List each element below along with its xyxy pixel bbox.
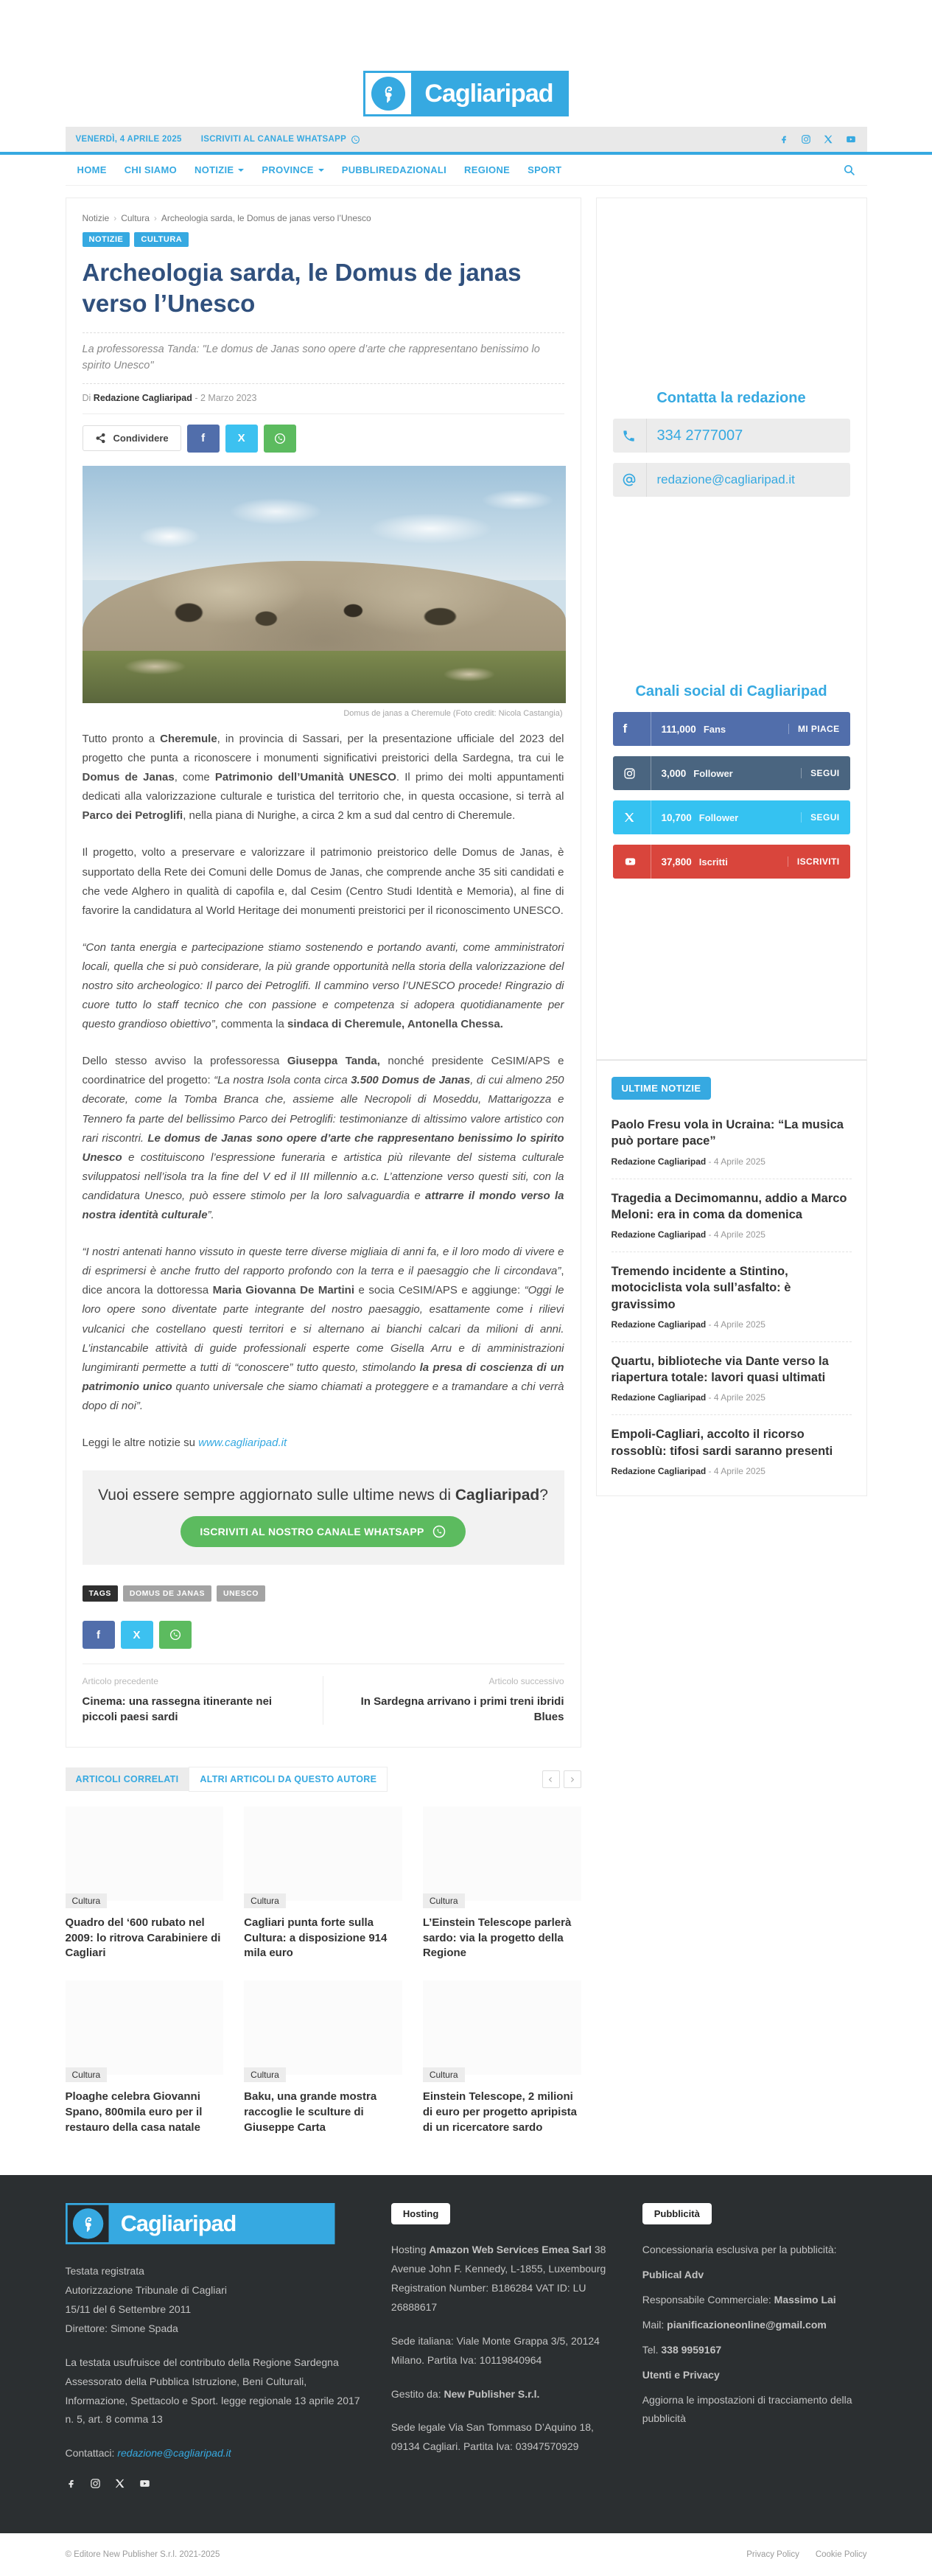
- share-x-button[interactable]: X: [121, 1621, 153, 1649]
- article-card: [66, 198, 581, 1748]
- footer-socials: [66, 2478, 365, 2489]
- chevron-down-icon: [238, 169, 244, 172]
- current-date: VENERDÌ, 4 APRILE 2025: [75, 135, 182, 144]
- facebook-icon: f: [623, 722, 628, 736]
- share-facebook-button[interactable]: f: [187, 425, 220, 453]
- follower-label: Fans: [703, 723, 726, 735]
- tags-row: [83, 1582, 564, 1613]
- x-twitter-icon[interactable]: [114, 2478, 125, 2489]
- phone-number: 334 2777007: [656, 427, 743, 444]
- bottom-bar: [0, 2533, 932, 2576]
- sidebar: [596, 198, 867, 1496]
- ad-placeholder: [597, 893, 866, 1059]
- article-subtitle: La professoressa Tanda: "Le domus de Janas sono opere d’arte che rappresentano benissimo lo spirito Unesco": [82, 343, 540, 372]
- related-article-card[interactable]: [244, 1980, 402, 2135]
- prev-article-link[interactable]: Cinema: una rassegna itinerante nei piccoli paesi sardi: [82, 1695, 273, 1724]
- nav-item[interactable]: PUBBLIREDAZIONALI: [341, 164, 447, 175]
- contact-section: [597, 383, 866, 510]
- latest-news-date: 4 Aprile 2025: [713, 1319, 765, 1330]
- latest-news-author[interactable]: Redazione Cagliaripad: [611, 1465, 707, 1476]
- x-twitter-icon: [623, 811, 635, 823]
- breadcrumb-item[interactable]: Cultura ›: [121, 213, 157, 223]
- tag-chip[interactable]: UNESCO: [217, 1585, 265, 1602]
- whatsapp-subscribe-button[interactable]: ISCRIVITI AL NOSTRO CANALE WHATSAPP: [181, 1516, 465, 1547]
- follower-count: 37,800: [661, 856, 692, 868]
- cta-heading: Vuoi essere sempre aggiornato sulle ultime news di Cagliaripad?: [98, 1487, 548, 1504]
- follow-action-button[interactable]: MI PIACE: [788, 724, 840, 734]
- share-row-bottom: [83, 1613, 564, 1664]
- topbar-whatsapp-link[interactable]: ISCRIVITI AL CANALE WHATSAPP: [201, 135, 360, 144]
- facebook-icon[interactable]: [779, 134, 789, 144]
- latest-news-author[interactable]: Redazione Cagliaripad: [611, 1229, 707, 1240]
- related-article-card[interactable]: [66, 1980, 224, 2135]
- category-badge[interactable]: NOTIZIE: [83, 232, 130, 247]
- share-button[interactable]: Condividere: [83, 425, 181, 451]
- article-paragraph: Tutto pronto a Cheremule, in provincia di Sassari, per la presentazione ufficiale del 2023 del progetto che punta a riconoscere i monumenti significativi preistorici della Sardegna, tra cui le Domus de Janas, come Patrimonio dell’Umanità UNESCO. Il primo dei molti appuntamenti dedicati alla valorizzazione culturale e turistica del territorio che, in questa occasione, si terrà al Parco dei Petroglifi, nella piana di Nurighe, a circa 2 km a sud dal centro di Cheremule.: [82, 732, 564, 823]
- latest-news-author[interactable]: Redazione Cagliaripad: [611, 1392, 707, 1403]
- email-contact[interactable]: [613, 463, 850, 497]
- share-x-button[interactable]: X: [225, 425, 258, 453]
- article-byline: Di Redazione Cagliaripad - 2 Marzo 2023: [82, 392, 257, 403]
- share-whatsapp-button[interactable]: [264, 425, 296, 453]
- related-article-card[interactable]: [66, 1807, 224, 1961]
- follow-action-button[interactable]: ISCRIVITI: [788, 856, 840, 867]
- share-whatsapp-button[interactable]: [159, 1621, 192, 1649]
- nav-item[interactable]: PROVINCE: [254, 158, 331, 181]
- hosting-info: Hosting Amazon Web Services Emea Sarl 38 Avenue John F. Kennedy, L-1855, Luxembourg Registration Number: B186284 VAT ID: LU 26888617 Sede italiana: Viale Monte Grappa 3/5, 20124 Milano. Partita Iva: 10119840964 Gestito da: New Publisher S.r.l. Sede legale Via San Tommaso D’Aquino 18, 09134 Cagliari. Partita Iva: 03947570929: [390, 2244, 606, 2453]
- follower-label: Follower: [693, 767, 733, 779]
- related-tabs: [66, 1767, 581, 1792]
- latest-news-title[interactable]: Quartu, biblioteche via Dante verso la riapertura totale: lavori quasi ultimati: [611, 1354, 829, 1385]
- social-channel-bar[interactable]: [613, 845, 850, 879]
- related-article-category[interactable]: Cultura: [66, 1893, 108, 1908]
- topbar-wrap: [0, 127, 932, 155]
- latest-news-author[interactable]: Redazione Cagliaripad: [611, 1319, 707, 1330]
- legal-links: [746, 2550, 866, 2559]
- latest-news-item: Paolo Fresu vola in Ucraina: “La musica può portare pace” Redazione Cagliaripad - 4 Aprile 2025: [612, 1106, 852, 1179]
- related-article-title[interactable]: Baku, una grande mostra raccoglie le sculture di Giuseppe Carta: [244, 2090, 377, 2134]
- latest-news-item: Quartu, biblioteche via Dante verso la riapertura totale: lavori quasi ultimati Redazione Cagliaripad - 4 Aprile 2025: [612, 1341, 852, 1415]
- latest-news-item: Tremendo incidente a Stintino, motociclista vola sull’asfalto: è gravissimo Redazione Cagliaripad - 4 Aprile 2025: [612, 1252, 852, 1341]
- prev-next-nav: [83, 1664, 564, 1739]
- related-articles-section: [66, 1767, 581, 2135]
- chevron-down-icon: [318, 169, 324, 172]
- related-article-thumbnail: [423, 1980, 581, 2081]
- follower-count: 10,700: [661, 811, 692, 823]
- facebook-icon[interactable]: [66, 2478, 77, 2489]
- related-article-category[interactable]: Cultura: [423, 2067, 465, 2082]
- advertising-badge: Pubblicità: [642, 2203, 712, 2224]
- latest-news-title[interactable]: Tremendo incidente a Stintino, motociclista vola sull’asfalto: è gravissimo: [611, 1265, 791, 1311]
- chevron-right-icon: [569, 1776, 575, 1783]
- latest-news-date: 4 Aprile 2025: [713, 1465, 765, 1476]
- social-channel-bar[interactable]: [613, 800, 850, 834]
- social-heading: Canali social di Cagliaripad: [635, 683, 827, 699]
- related-article-title[interactable]: Cagliari punta forte sulla Cultura: a disposizione 914 mila euro: [244, 1916, 388, 1960]
- footer-contact: Contattaci: redazione@cagliaripad.it: [65, 2447, 231, 2460]
- follower-label: Follower: [698, 811, 739, 823]
- contact-heading: Contatta la redazione: [656, 390, 806, 406]
- share-icon: [95, 433, 106, 444]
- nav-item[interactable]: NOTIZIE: [187, 158, 251, 181]
- social-channels-section: [597, 676, 866, 893]
- article-paragraph: “Con tanta energia e partecipazione stiamo sostenendo e portando avanti, come amministratori locali, quella che si può considerare, la più grande opportunità nella storia della valorizzazione del nostro sito archeologico: Il parco dei Petroglifi. Il cammino verso l’UNESCO procede! Ringrazio di cuore tutto lo staff tecnico che con passione e competenza si adopera quotidianamente per questo grandioso obiettivo”, commenta la sindaca di Cheremule, Antonella Chessa.: [82, 940, 564, 1031]
- legal-link[interactable]: Cookie Policy: [815, 2550, 867, 2560]
- article-paragraph: Dello stesso avviso la professoressa Giuseppa Tanda, nonché presidente CeSIM/APS e coordinatrice del progetto: “La nostra Isola conta circa 3.500 Domus de Janas, di cui almeno 250 decorate, come la Tomba Branca che, assieme alle Necropoli di Moseddu, Mattarigozza e Tennero fa parte del bellissimo Parco dei Petroglifi: testimonianze di altissimo valore artistico con rari riscontri. Le domus de Janas sono opere d’arte che rappresentano benissimo lo spirito Unesco e costituiscono l’espressione funeraria e artistica più rilevante del sistema culturale sviluppatosi nell’isola tra la fine del V ed il III millennio a.c. L’attenzione verso questi siti, con la candidatura Unesco, può essere stimolo per la loro salvaguardia e attrarre il mondo verso la nostra identità culturale”.: [82, 1055, 564, 1222]
- phone-contact[interactable]: [613, 419, 850, 453]
- breadcrumb: [83, 213, 564, 223]
- search-button[interactable]: [835, 159, 863, 181]
- article-paragraph: Leggi le altre notizie su www.cagliaripad.it: [82, 1436, 287, 1449]
- footer-logo[interactable]: Cagliaripad: [66, 2203, 335, 2244]
- related-article-title[interactable]: L’Einstein Telescope parlerà sardo: via la progetto della Regione: [422, 1916, 572, 1960]
- article-paragraph: Il progetto, volto a preservare e valorizzare il patrimonio preistorico delle Domus de Janas, è supportato della Rete dei Comuni delle Domus de Janas, che comprende anche 35 siti candidati e che vede Alghero in qualità di capofila e, dal Cesim (Centro Studi Identità e Memoria), al fine di favorire la candidatura al World Heritage dei monumenti preistorici per il riconoscimento UNESCO.: [82, 846, 564, 917]
- site-footer: [0, 2175, 932, 2533]
- footer-grant-text: La testata usufruisce del contributo della Regione Sardegna Assessorato della Pubblica Istruzione, Beni Culturali, Informazione, Spettacolo e Sport. legge regionale 13 aprile 2017 n. 5, art. 8 comma 13: [65, 2356, 360, 2426]
- flamingo-icon: [371, 77, 405, 111]
- latest-news-title[interactable]: Paolo Fresu vola in Ucraina: “La musica può portare pace”: [611, 1118, 844, 1148]
- article-body: [83, 730, 564, 1453]
- chevron-left-icon: [547, 1776, 554, 1783]
- whatsapp-cta-box: [83, 1470, 564, 1565]
- related-prev-button[interactable]: [542, 1770, 560, 1788]
- at-icon: [622, 463, 647, 497]
- site-logo[interactable]: [363, 71, 568, 116]
- nav-item[interactable]: REGIONE: [464, 164, 511, 175]
- youtube-icon: [623, 856, 637, 868]
- article-paragraph: “I nostri antenati hanno vissuto in queste terre diverse migliaia di anni fa, e il loro modo di vivere e di esprimersi è anche frutto del rapporto profondo con la terra e il paesaggio che li circondava”, dice ancora la dottoressa Maria Giovanna De Martini e socia CeSIM/APS e aggiunge: “Oggi le loro opere sono diventate parte integrante del nostro paesaggio, esattamente come i rilievi vulcanici che costellano questi territori e si alternano ai bianchi calcari da milioni di anni. L’instancabile attività di guide professionali esperte come Gisella Arru e di amministrazioni lungimiranti permette a tutti di “conoscere” tutto questo, stimolando la presa di coscienza di un patrimonio unico quanto universale che siamo chiamati a proteggere e a tramandare a chi verrà dopo di noi”.: [82, 1246, 564, 1412]
- nav-item[interactable]: CHI SIAMO: [124, 164, 178, 175]
- social-channel-bar[interactable]: [613, 712, 850, 746]
- advertising-info: Concessionaria esclusiva per la pubblicità: Publical Adv Responsabile Commerciale: Massimo Lai Mail: pianificazioneonline@gmail.com Tel. 338 9959167 Utenti e Privacy Aggiorna le impostazioni di tracciamento della pubblicità: [642, 2244, 852, 2425]
- latest-news-section: [596, 1060, 867, 1496]
- site-header: [0, 0, 932, 127]
- tab-related-articles[interactable]: ARTICOLI CORRELATI: [66, 1767, 189, 1791]
- related-article-thumbnail: [423, 1807, 581, 1907]
- logo-flamingo-tile: [365, 73, 411, 114]
- tab-more-from-author[interactable]: ALTRI ARTICOLI DA QUESTO AUTORE: [189, 1767, 388, 1792]
- breadcrumb-item[interactable]: Notizie ›: [83, 213, 117, 223]
- footer-registration: Testata registrata Autorizzazione Tribunale di Cagliari 15/11 del 6 Settembre 2011 Direttore: Simone Spada: [65, 2265, 227, 2334]
- category-badges: [83, 232, 564, 247]
- share-facebook-button[interactable]: f: [83, 1621, 115, 1649]
- next-article-link[interactable]: In Sardegna arrivano i primi treni ibridi Blues: [360, 1695, 564, 1724]
- nav-item[interactable]: HOME: [77, 164, 107, 175]
- related-article-thumbnail: [66, 1807, 224, 1907]
- x-twitter-icon[interactable]: [823, 134, 833, 144]
- ad-placeholder: [597, 198, 866, 383]
- youtube-icon[interactable]: [139, 2478, 151, 2489]
- latest-news-item: Tragedia a Decimomannu, addio a Marco Meloni: era in coma da domenica Redazione Cagliaripad - 4 Aprile 2025: [612, 1179, 852, 1252]
- search-icon: [843, 164, 855, 176]
- tags-label: TAGS: [83, 1585, 118, 1602]
- related-article-title[interactable]: Quadro del ‘600 rubato nel 2009: lo ritrova Carabiniere di Cagliari: [65, 1916, 221, 1960]
- follow-action-button[interactable]: SEGUI: [801, 768, 839, 778]
- article-hero-image: [83, 466, 566, 703]
- instagram-icon[interactable]: [801, 134, 811, 144]
- nav-item[interactable]: SPORT: [528, 164, 562, 175]
- prev-article-label: Articolo precedente: [82, 1676, 158, 1687]
- ad-placeholder: [597, 510, 866, 676]
- tag-chip[interactable]: DOMUS DE JANAS: [123, 1585, 211, 1602]
- topbar-socials: [779, 134, 857, 144]
- page-title: Archeologia sarda, le Domus de janas verso l’Unesco: [82, 259, 522, 318]
- hosting-badge: Hosting: [391, 2203, 450, 2224]
- latest-news-date: 4 Aprile 2025: [713, 1229, 765, 1240]
- latest-news-badge: ULTIME NOTIZIE: [612, 1077, 712, 1100]
- whatsapp-icon: [432, 1524, 446, 1539]
- email-address: redazione@cagliaripad.it: [656, 472, 795, 486]
- latest-news-author[interactable]: Redazione Cagliaripad: [611, 1156, 707, 1167]
- follower-count: 111,000: [661, 723, 696, 735]
- related-article-thumbnail: [244, 1980, 402, 2081]
- publish-date: 2 Marzo 2023: [200, 392, 257, 403]
- latest-news-title[interactable]: Empoli-Cagliari, accolto il ricorso rossoblù: tifosi sardi saranno presenti: [611, 1428, 833, 1458]
- nav-menu: [70, 158, 835, 181]
- whatsapp-icon: [169, 1628, 182, 1641]
- related-article-category[interactable]: Cultura: [423, 1893, 465, 1908]
- related-article-category[interactable]: Cultura: [244, 2067, 286, 2082]
- instagram-icon: [623, 767, 636, 780]
- main-navbar: [66, 155, 867, 186]
- latest-news-title[interactable]: Tragedia a Decimomannu, addio a Marco Meloni: era in coma da domenica: [611, 1191, 847, 1221]
- related-article-card[interactable]: [423, 1980, 581, 2135]
- legal-link[interactable]: Privacy Policy: [746, 2550, 799, 2560]
- flamingo-icon: [72, 2208, 102, 2238]
- youtube-icon[interactable]: [845, 134, 857, 144]
- follower-label: Iscritti: [698, 856, 728, 868]
- related-next-button[interactable]: [564, 1770, 581, 1788]
- follower-count: 3,000: [661, 767, 687, 779]
- phone-icon: [622, 419, 647, 453]
- follow-action-button[interactable]: SEGUI: [801, 812, 839, 823]
- logo-flamingo-tile: [67, 2205, 108, 2242]
- logo-wordmark: Cagliaripad: [424, 79, 553, 108]
- related-article-category[interactable]: Cultura: [66, 2067, 108, 2082]
- latest-news-date: 4 Aprile 2025: [713, 1156, 765, 1167]
- author-link[interactable]: Redazione Cagliaripad: [93, 392, 192, 403]
- breadcrumb-item[interactable]: Archeologia sarda, le Domus de janas verso l’Unesco: [161, 213, 371, 223]
- related-article-title[interactable]: Einstein Telescope, 2 milioni di euro per progetto apripista di un ricercatore sardo: [422, 2090, 578, 2134]
- latest-news-date: 4 Aprile 2025: [713, 1392, 765, 1403]
- social-channel-bar[interactable]: [613, 756, 850, 790]
- whatsapp-icon: [351, 135, 360, 144]
- next-article-label: Articolo successivo: [488, 1676, 564, 1687]
- copyright-text: © Editore New Publisher S.r.l. 2021-2025: [65, 2550, 220, 2560]
- related-article-thumbnail: [66, 1980, 224, 2081]
- image-caption: Domus de janas a Cheremule (Foto credit: Nicola Castangia): [343, 708, 563, 718]
- category-badge[interactable]: CULTURA: [134, 232, 189, 247]
- topbar: [66, 127, 867, 152]
- related-cards-grid: [66, 1807, 581, 2135]
- related-article-thumbnail: [244, 1807, 402, 1907]
- related-article-category[interactable]: Cultura: [244, 1893, 286, 1908]
- latest-news-item: Empoli-Cagliari, accolto il ricorso rossoblù: tifosi sardi saranno presenti Redazione Cagliaripad - 4 Aprile 2025: [612, 1414, 852, 1488]
- related-article-card[interactable]: [423, 1807, 581, 1961]
- share-row: [83, 414, 564, 466]
- whatsapp-icon: [273, 432, 287, 445]
- instagram-icon[interactable]: [90, 2478, 101, 2489]
- related-article-card[interactable]: [244, 1807, 402, 1961]
- related-article-title[interactable]: Ploaghe celebra Giovanni Spano, 800mila euro per il restauro della casa natale: [65, 2090, 203, 2134]
